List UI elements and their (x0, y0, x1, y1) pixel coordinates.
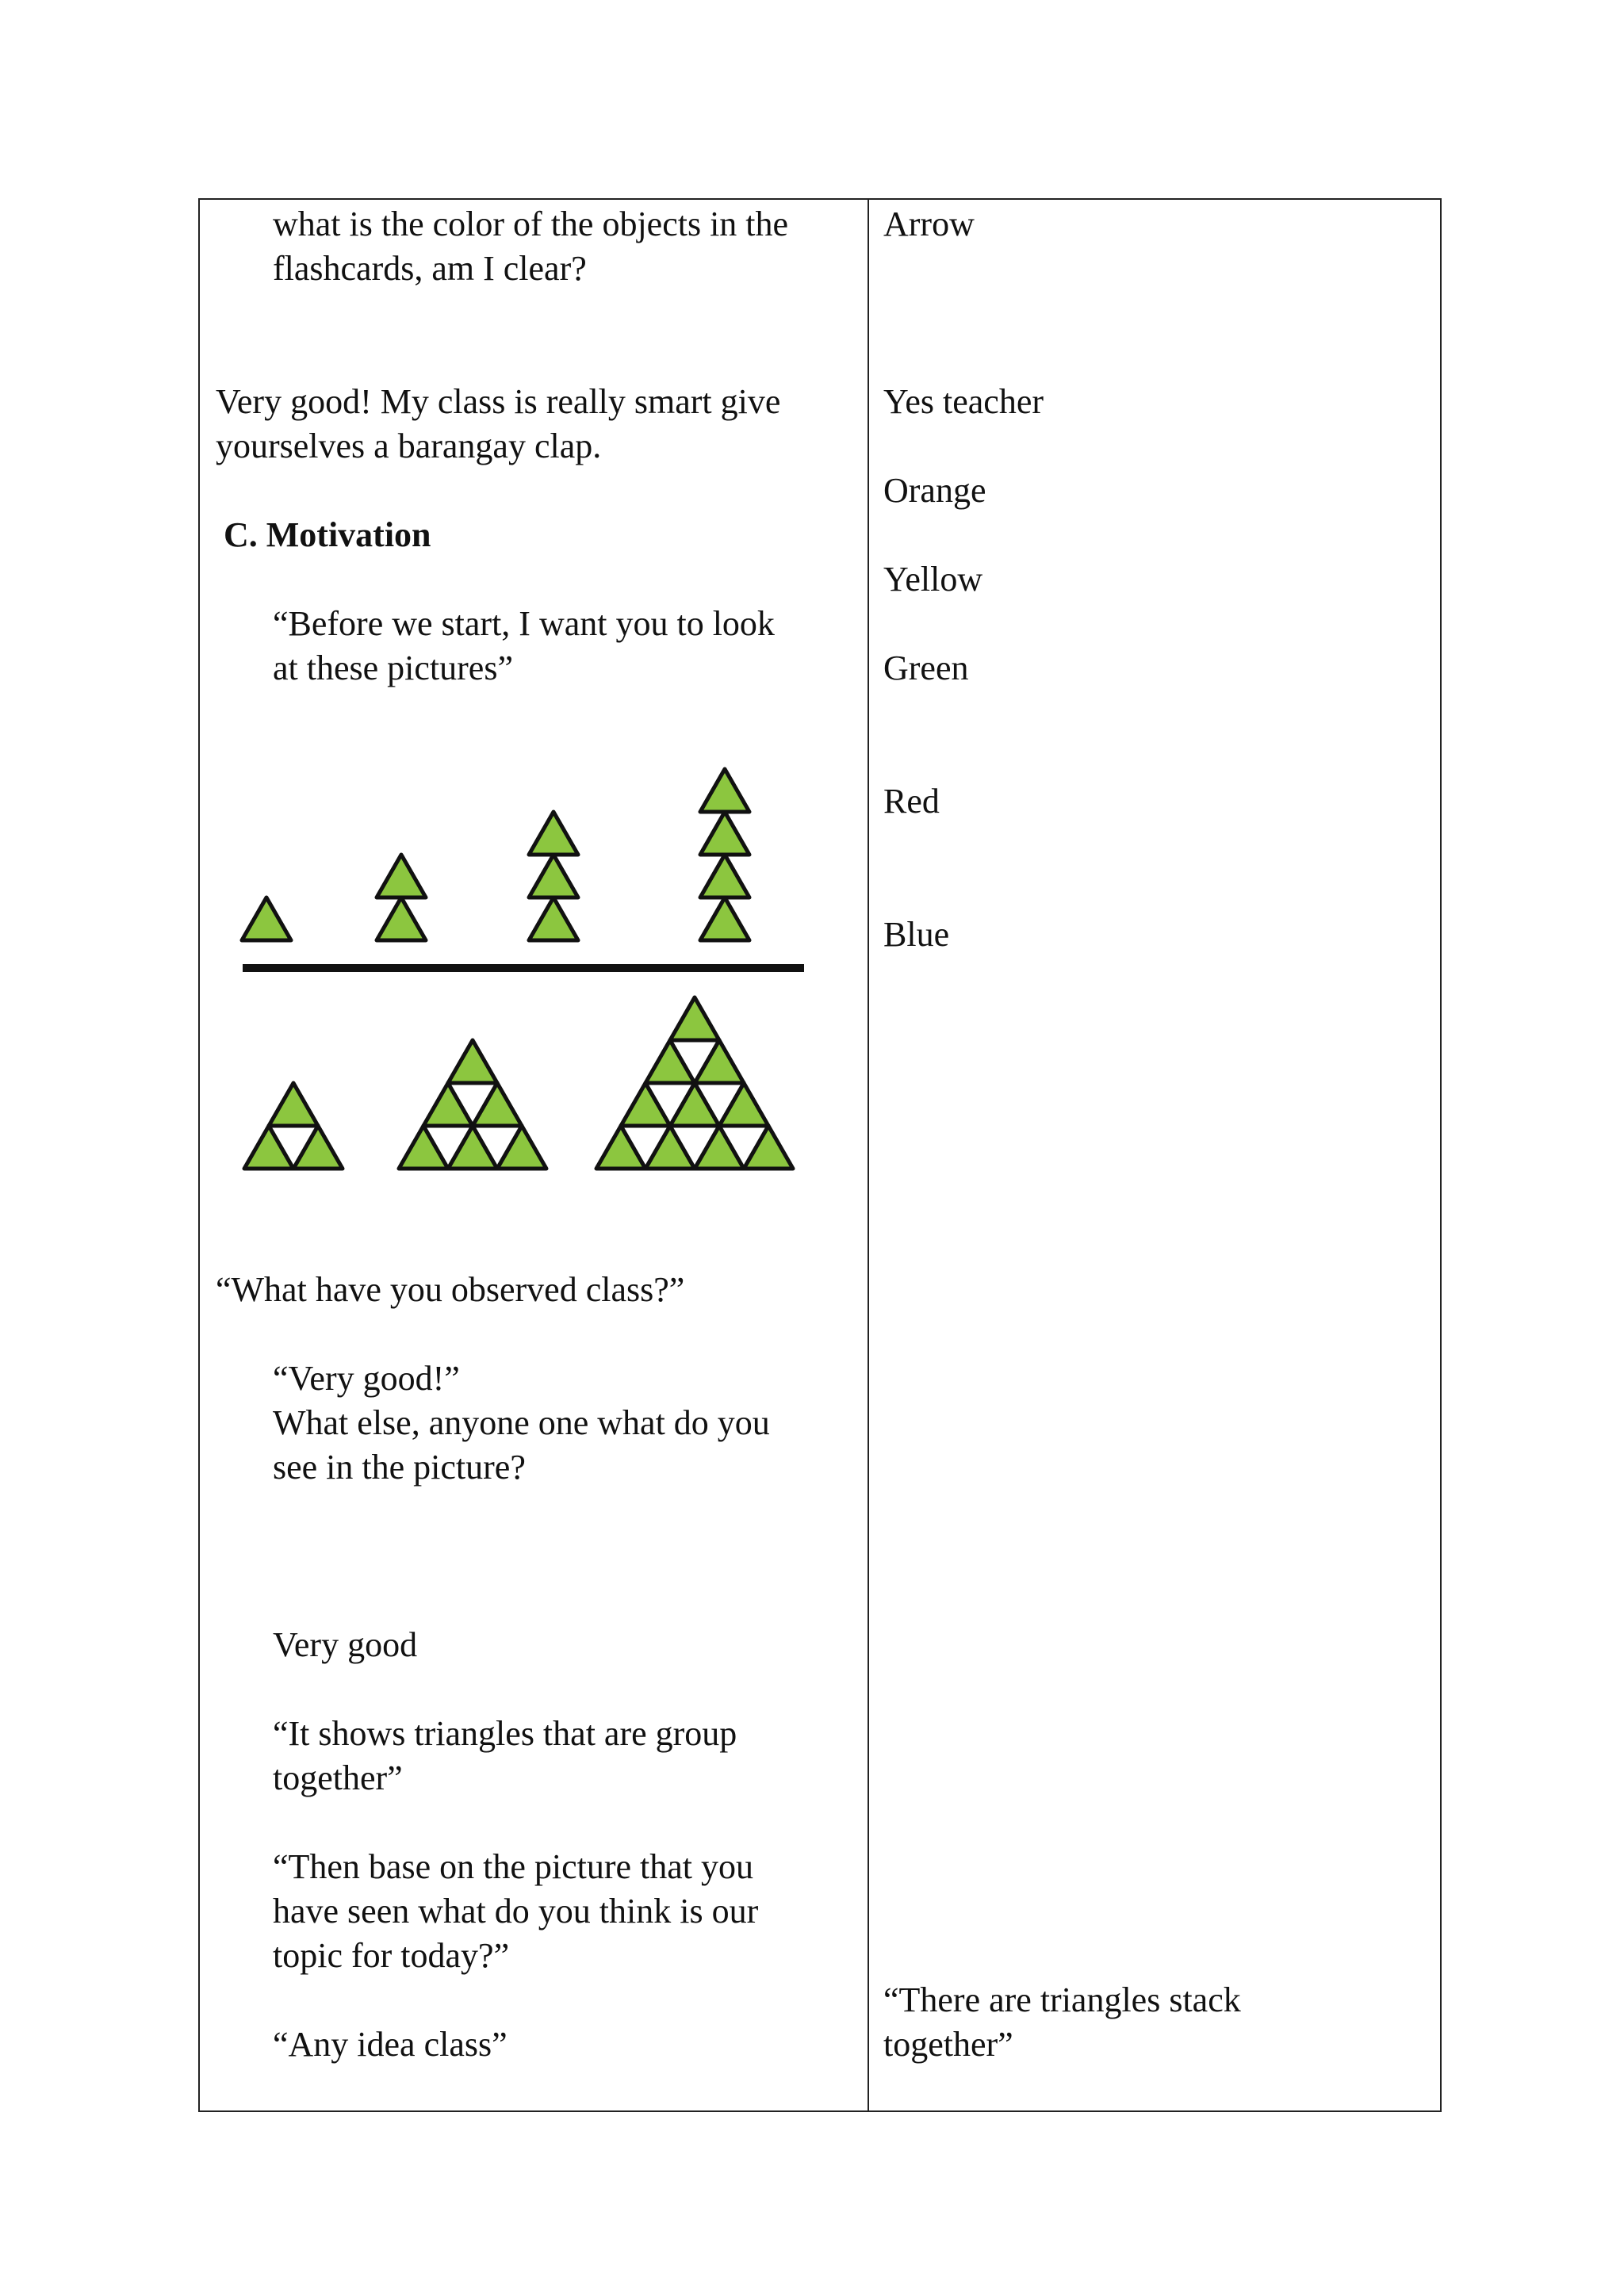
triangle-pattern-figure (238, 761, 809, 1173)
very-good: Very good (273, 1625, 418, 1664)
pattern-triangle-up (269, 1083, 318, 1126)
topic-line-1: “Then base on the picture that you (273, 1847, 754, 1886)
table-border-bottom (198, 2110, 1442, 2112)
figure-divider-line (243, 964, 804, 972)
answer-yes-teacher: Yes teacher (883, 382, 1044, 421)
answer-red: Red (883, 782, 940, 821)
stacked-triangle (700, 897, 749, 940)
intro-line-1: what is the color of the objects in the (273, 205, 789, 243)
answer-orange: Orange (883, 471, 986, 510)
table-border-top (198, 198, 1442, 200)
pattern-triangle-up (670, 997, 719, 1040)
stacked-triangle (529, 812, 578, 855)
stacked-triangle (700, 769, 749, 812)
shows-line-1: “It shows triangles that are group (273, 1714, 737, 1753)
very-good-quote: “Very good!” (273, 1359, 460, 1398)
table-border-left (198, 198, 200, 2112)
pattern-triangle-up (448, 1040, 497, 1083)
shows-line-2: together” (273, 1758, 403, 1797)
stacked-triangle (377, 897, 426, 940)
motivation-line-1: “Before we start, I want you to look (273, 604, 775, 643)
table-border-right (1440, 198, 1442, 2112)
motivation-line-2: at these pictures” (273, 649, 513, 687)
topic-line-2: have seen what do you think is our (273, 1892, 759, 1931)
stacked-triangle (377, 855, 426, 897)
intro-line-2: flashcards, am I clear? (273, 249, 587, 288)
stacked-triangle (700, 812, 749, 855)
what-else-line-2: see in the picture? (273, 1448, 526, 1487)
what-else-line-1: What else, anyone one what do you (273, 1403, 770, 1442)
answer-green: Green (883, 649, 969, 687)
answer-yellow: Yellow (883, 560, 983, 599)
stacked-triangle (242, 897, 291, 940)
section-heading-motivation: C. Motivation (224, 515, 431, 554)
observe-question: “What have you observed class?” (216, 1270, 685, 1309)
stacked-triangle (700, 855, 749, 897)
any-idea: “Any idea class” (273, 2025, 508, 2064)
praise-line-2: yourselves a barangay clap. (216, 427, 602, 465)
stacked-triangle (529, 855, 578, 897)
topic-line-3: topic for today?” (273, 1936, 510, 1975)
answer-blue: Blue (883, 915, 950, 954)
answer-stack-line-1: “There are triangles stack (883, 1980, 1241, 2019)
answer-stack-line-2: together” (883, 2025, 1013, 2064)
praise-line-1: Very good! My class is really smart give (216, 382, 781, 421)
answer-arrow: Arrow (883, 205, 975, 243)
table-column-divider (868, 198, 869, 2112)
stacked-triangle (529, 897, 578, 940)
